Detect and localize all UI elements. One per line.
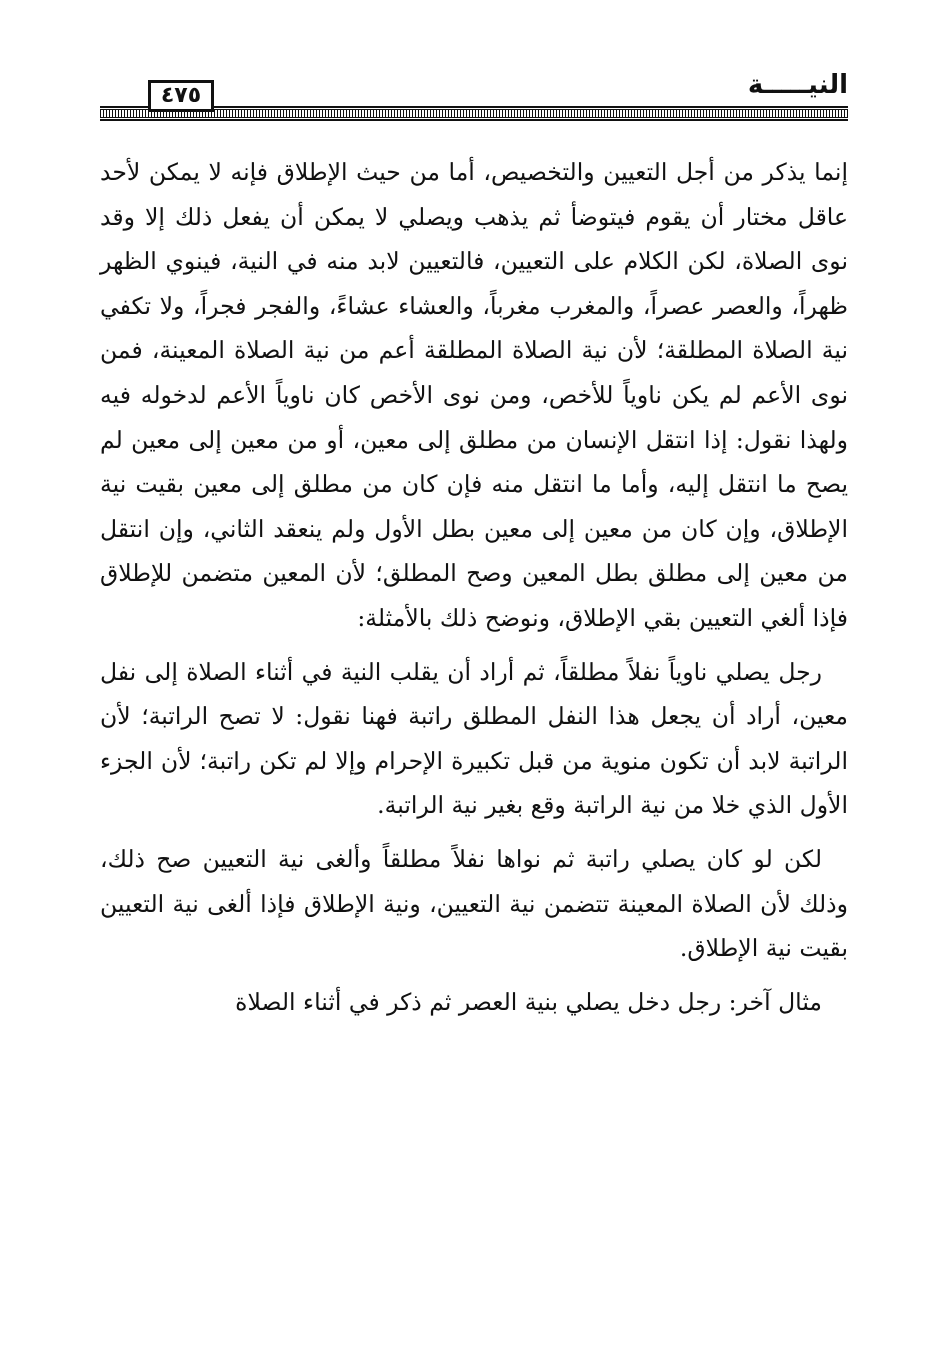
paragraph-1: إنما يذكر من أجل التعيين والتخصيص، أما من حيث الإطلاق فإنه لا يمكن لأحد عاقل مختار أن يقوم فيتوضأ ثم يذهب ويصلي لا يمكن أن يفعل ذلك إلا وقد نوى الصلاة، لكن الكلام على التعيين، فالتعيين لابد منه في النية، فينوي الظهر ظهراً، والعصر عصراً، والمغرب مغرباً، والعشاء عشاءً، والفجر فجراً، ولا تكفي نية الصلاة المطلقة؛ لأن نية الصلاة المطلقة أعم من نية الصلاة المعينة، فمن نوى الأعم لم يكن ناوياً للأخص، ومن نوى الأخص كان ناوياً الأعم لدخوله فيه ولهذا نقول: إذا انتقل الإنسان من مطلق إلى معين، أو من معين إلى معين لم يصح ما انتقل إليه، وأما ما انتقل منه فإن كان من مطلق إلى معين بقيت نية الإطلاق، وإن كان من معين إلى معين بطل الأول ولم ينعقد الثاني، وإن انتقل من معين إلى مطلق بطل المعين وصح المطلق؛ لأن المعين متضمن للإطلاق فإذا ألغي التعيين بقي الإطلاق، ونوضح ذلك بالأمثلة:: [100, 158, 848, 632]
page-body: [100, 150, 848, 1024]
paragraph-2: رجل يصلي ناوياً نفلاً مطلقاً، ثم أراد أن يقلب النية في أثناء الصلاة إلى نفل معين، أراد أن يجعل هذا النفل المطلق راتبة فهنا نقول: لا تصح الراتبة؛ لأن الراتبة لابد أن تكون منوية من قبل تكبيرة الإحرام وإلا لم تكن راتبة؛ لأن الجزء الأول الذي خلا من نية الراتبة وقع بغير نية الراتبة.: [100, 657, 848, 820]
paragraph-3: لكن لو كان يصلي راتبة ثم نواها نفلاً مطلقاً وألغى نية التعيين صح ذلك، وذلك لأن الصلاة المعينة تتضمن نية التعيين، ونية الإطلاق فإذا ألغى نية التعيين بقيت نية الإطلاق.: [100, 844, 848, 963]
header-rule-bottom: [100, 119, 848, 121]
page-number: ٤٧٥: [148, 80, 214, 112]
page-header: [100, 68, 848, 124]
chapter-title: النيـــــة: [747, 70, 848, 100]
paragraph-4: مثال آخر: رجل دخل يصلي بنية العصر ثم ذكر في أثناء الصلاة: [235, 987, 822, 1016]
